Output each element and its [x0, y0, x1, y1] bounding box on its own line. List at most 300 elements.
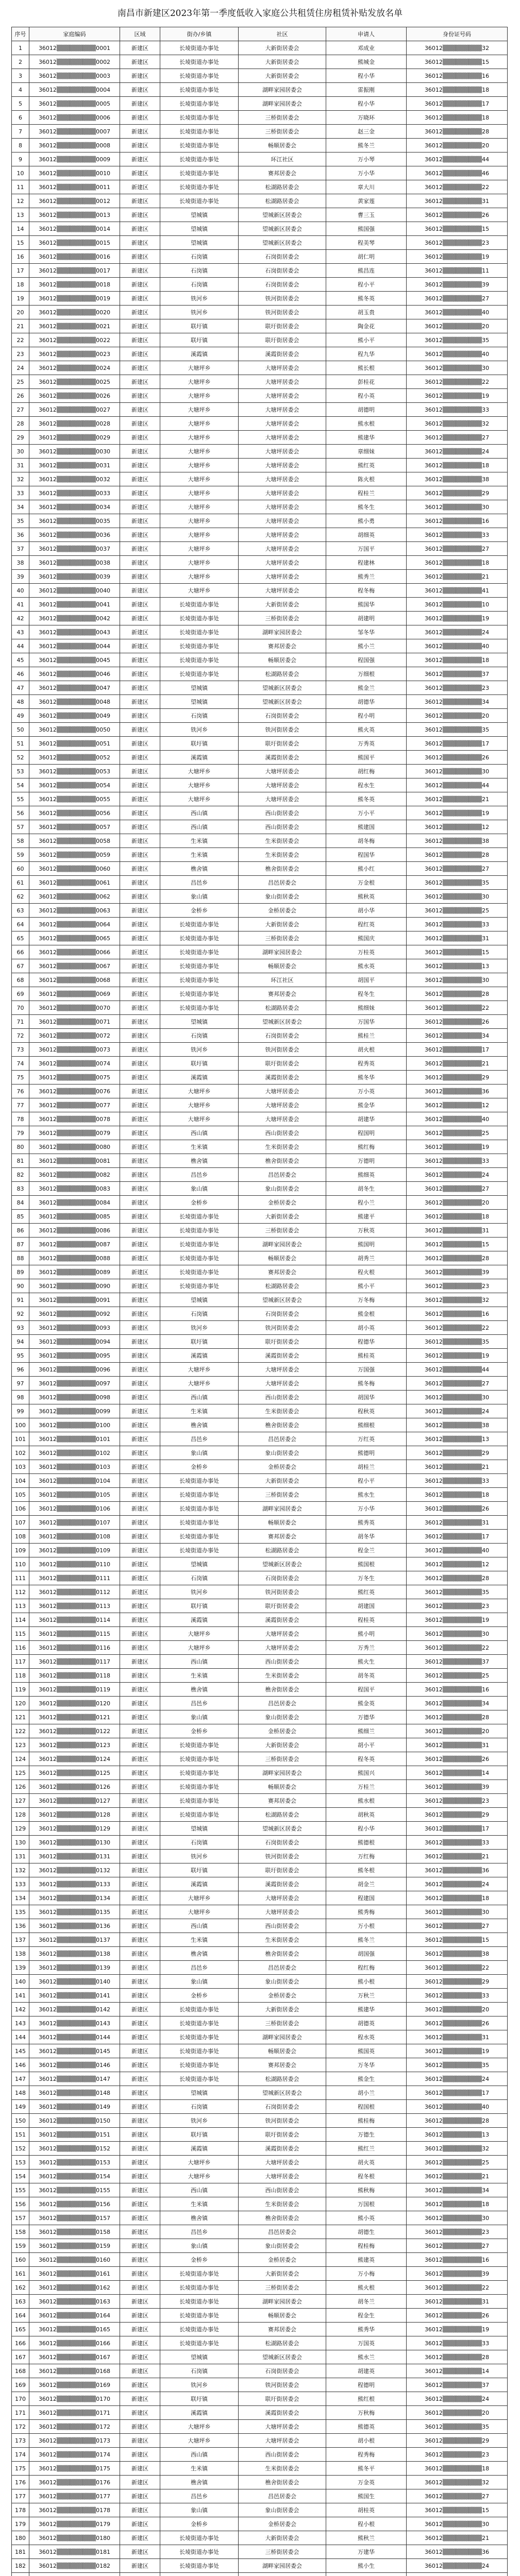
table-row	[12, 2281, 508, 2295]
cell-district: 新建区	[120, 598, 160, 612]
cell-district: 新建区	[120, 653, 160, 667]
cell-index: 178	[12, 2503, 29, 2517]
cell-town: 联圩镇	[160, 319, 239, 333]
cell-community: 昌邑居委会	[239, 2489, 326, 2503]
table-row	[12, 1877, 508, 1891]
cell-district: 新建区	[120, 959, 160, 973]
cell-community: 石岗街居委会	[239, 709, 326, 723]
cell-applicant: 程国平	[326, 1683, 407, 1697]
cell-id-number: 36012▒▒▒▒▒▒▒▒▒32	[407, 2142, 508, 2156]
cell-town: 金桥乡	[160, 1989, 239, 2003]
cell-town: 生米镇	[160, 2462, 239, 2476]
cell-family-code: 36012▒▒▒▒▒▒▒▒▒0021	[29, 319, 120, 333]
cell-district: 新建区	[120, 1683, 160, 1697]
table-row	[12, 2016, 508, 2030]
cell-community: 樵舍街居委会	[239, 862, 326, 876]
cell-id-number: 36012▒▒▒▒▒▒▒▒▒28	[407, 2114, 508, 2128]
cell-index: 147	[12, 2072, 29, 2086]
cell-community: 西山街居委会	[239, 1391, 326, 1404]
cell-town: 象山镇	[160, 1975, 239, 1989]
table-row	[12, 653, 508, 667]
cell-applicant: 熊金华	[326, 1098, 407, 1112]
cell-applicant: 熊小根	[326, 1975, 407, 1989]
cell-applicant: 熊小勇	[326, 514, 407, 528]
cell-town: 长堎街道办事处	[160, 2003, 239, 2016]
cell-family-code: 36012▒▒▒▒▒▒▒▒▒0060	[29, 862, 120, 876]
cell-town: 长堎街道办事处	[160, 194, 239, 208]
table-row	[12, 1196, 508, 1210]
table-row	[12, 1349, 508, 1363]
cell-district: 新建区	[120, 2239, 160, 2253]
cell-district: 新建区	[120, 792, 160, 806]
cell-family-code: 36012▒▒▒▒▒▒▒▒▒0176	[29, 2476, 120, 2489]
cell-applicant: 熊秋梅	[326, 2183, 407, 2197]
cell-family-code: 36012▒▒▒▒▒▒▒▒▒0107	[29, 1516, 120, 1530]
cell-family-code: 36012▒▒▒▒▒▒▒▒▒0131	[29, 1850, 120, 1863]
cell-community: 联圩街居委会	[239, 2128, 326, 2142]
cell-applicant: 熊国明	[326, 1238, 407, 1251]
cell-community: 象山街居委会	[239, 1710, 326, 1724]
cell-id-number: 36012▒▒▒▒▒▒▒▒▒20	[407, 2406, 508, 2420]
cell-town: 溪霞镇	[160, 1877, 239, 1891]
cell-district: 新建区	[120, 834, 160, 848]
cell-district: 新建区	[120, 1947, 160, 1961]
cell-applicant: 万红梅	[326, 1850, 407, 1863]
table-row	[12, 862, 508, 876]
table-row	[12, 612, 508, 625]
table-row	[12, 389, 508, 403]
cell-applicant: 程小兰	[326, 1196, 407, 1210]
cell-district: 新建区	[120, 778, 160, 792]
cell-id-number: 36012▒▒▒▒▒▒▒▒▒33	[407, 1836, 508, 1850]
cell-applicant: 熊长根	[326, 361, 407, 375]
cell-family-code: 36012▒▒▒▒▒▒▒▒▒0041	[29, 598, 120, 612]
cell-id-number: 36012▒▒▒▒▒▒▒▒▒18	[407, 2197, 508, 2211]
cell-index: 81	[12, 1154, 29, 1168]
cell-community: 湖畔家园居委会	[239, 1766, 326, 1780]
cell-community: 大塘坪居委会	[239, 528, 326, 542]
cell-id-number: 36012▒▒▒▒▒▒▒▒▒17	[407, 97, 508, 111]
cell-community: 石岗街居委会	[239, 278, 326, 292]
cell-family-code: 36012▒▒▒▒▒▒▒▒▒0044	[29, 639, 120, 653]
table-row	[12, 431, 508, 445]
cell-index: 22	[12, 333, 29, 347]
cell-district: 新建区	[120, 625, 160, 639]
cell-town: 大塘坪乡	[160, 1112, 239, 1126]
cell-town: 长堎街道办事处	[160, 1530, 239, 1544]
cell-town: 生米镇	[160, 1669, 239, 1683]
cell-id-number: 36012▒▒▒▒▒▒▒▒▒29	[407, 2434, 508, 2448]
cell-family-code: 36012▒▒▒▒▒▒▒▒▒0103	[29, 1460, 120, 1474]
cell-id-number: 36012▒▒▒▒▒▒▒▒▒21	[407, 1460, 508, 1474]
cell-family-code: 36012▒▒▒▒▒▒▒▒▒0128	[29, 1808, 120, 1822]
cell-id-number: 36012▒▒▒▒▒▒▒▒▒33	[407, 1474, 508, 1488]
table-row	[12, 486, 508, 500]
cell-applicant: 熊秀梅	[326, 1905, 407, 1919]
cell-community: 大塘坪居委会	[239, 570, 326, 584]
cell-id-number: 36012▒▒▒▒▒▒▒▒▒19	[407, 1349, 508, 1363]
cell-index: 180	[12, 2531, 29, 2545]
cell-community: 联圩街居委会	[239, 1335, 326, 1349]
header-index: 序号	[12, 27, 29, 41]
cell-town: 联圩镇	[160, 737, 239, 751]
cell-id-number: 36012▒▒▒▒▒▒▒▒▒38	[407, 834, 508, 848]
cell-id-number: 36012▒▒▒▒▒▒▒▒▒18	[407, 83, 508, 97]
cell-town: 铁河乡	[160, 2378, 239, 2392]
cell-id-number: 36012▒▒▒▒▒▒▒▒▒35	[407, 876, 508, 890]
cell-id-number: 36012▒▒▒▒▒▒▒▒▒25	[407, 1669, 508, 1683]
cell-district: 新建区	[120, 848, 160, 862]
cell-family-code: 36012▒▒▒▒▒▒▒▒▒0016	[29, 250, 120, 264]
cell-district: 新建区	[120, 55, 160, 69]
cell-index: 8	[12, 139, 29, 152]
table-row	[12, 2058, 508, 2072]
cell-district	[120, 2573, 160, 2576]
cell-family-code: 36012▒▒▒▒▒▒▒▒▒0149	[29, 2100, 120, 2114]
cell-applicant: 程水英	[326, 2030, 407, 2044]
cell-family-code: 36012▒▒▒▒▒▒▒▒▒0089	[29, 1265, 120, 1279]
cell-id-number: 36012▒▒▒▒▒▒▒▒▒29	[407, 1446, 508, 1460]
cell-district: 新建区	[120, 1766, 160, 1780]
cell-index: 119	[12, 1683, 29, 1697]
cell-family-code: 36012▒▒▒▒▒▒▒▒▒0123	[29, 1738, 120, 1752]
cell-town: 大塘坪乡	[160, 486, 239, 500]
cell-community: 松湖路居委会	[239, 1808, 326, 1822]
table-row	[12, 222, 508, 236]
table-row	[12, 2100, 508, 2114]
cell-id-number	[407, 2573, 508, 2576]
cell-applicant: 熊小生	[326, 2559, 407, 2573]
cell-community: 生米街居委会	[239, 848, 326, 862]
cell-index: 110	[12, 1557, 29, 1571]
cell-community: 望城新区居委会	[239, 208, 326, 222]
cell-family-code: 36012▒▒▒▒▒▒▒▒▒0115	[29, 1627, 120, 1641]
cell-town: 长堎街道办事处	[160, 598, 239, 612]
cell-index: 47	[12, 681, 29, 695]
cell-district: 新建区	[120, 1265, 160, 1279]
cell-district: 新建区	[120, 2476, 160, 2489]
cell-index: 113	[12, 1599, 29, 1613]
cell-town: 长堎街道办事处	[160, 1251, 239, 1265]
cell-applicant: 熊桂兰	[326, 1029, 407, 1043]
cell-id-number: 36012▒▒▒▒▒▒▒▒▒30	[407, 1627, 508, 1641]
cell-town: 西山镇	[160, 1655, 239, 1669]
table-row	[12, 2336, 508, 2350]
cell-town: 生米镇	[160, 1140, 239, 1154]
cell-community: 望城新区居委会	[239, 1557, 326, 1571]
cell-family-code: 36012▒▒▒▒▒▒▒▒▒0175	[29, 2462, 120, 2476]
cell-community: 大塘坪居委会	[239, 1084, 326, 1098]
cell-index: 43	[12, 625, 29, 639]
cell-index: 150	[12, 2114, 29, 2128]
table-row	[12, 500, 508, 514]
cell-district: 新建区	[120, 1084, 160, 1098]
cell-index: 7	[12, 125, 29, 139]
cell-town: 象山镇	[160, 890, 239, 904]
table-row	[12, 987, 508, 1001]
cell-index: 65	[12, 931, 29, 945]
cell-district: 新建区	[120, 1794, 160, 1808]
cell-community: 畅顺居委会	[239, 139, 326, 152]
cell-district: 新建区	[120, 180, 160, 194]
cell-town: 大塘坪乡	[160, 556, 239, 570]
cell-index: 145	[12, 2044, 29, 2058]
cell-id-number: 36012▒▒▒▒▒▒▒▒▒15	[407, 945, 508, 959]
cell-applicant: 万建华	[326, 2545, 407, 2559]
table-row	[12, 2239, 508, 2253]
table-row	[12, 806, 508, 820]
cell-applicant: 熊水根	[326, 1794, 407, 1808]
cell-district: 新建区	[120, 2364, 160, 2378]
cell-community: 三桥街居委会	[239, 111, 326, 125]
cell-applicant: 熊秀英	[326, 1516, 407, 1530]
table-row	[12, 542, 508, 556]
cell-community: 大塘坪居委会	[239, 417, 326, 431]
cell-town: 长堎街道办事处	[160, 612, 239, 625]
table-row	[12, 1989, 508, 2003]
table-row	[12, 2072, 508, 2086]
cell-family-code: 36012▒▒▒▒▒▒▒▒▒0101	[29, 1432, 120, 1446]
cell-town: 象山镇	[160, 2239, 239, 2253]
cell-district: 新建区	[120, 2462, 160, 2476]
cell-town: 西山镇	[160, 820, 239, 834]
cell-id-number: 36012▒▒▒▒▒▒▒▒▒40	[407, 1112, 508, 1126]
cell-index: 63	[12, 904, 29, 918]
cell-family-code: 36012▒▒▒▒▒▒▒▒▒0159	[29, 2239, 120, 2253]
cell-family-code: 36012▒▒▒▒▒▒▒▒▒0102	[29, 1446, 120, 1460]
cell-community: 望城新区居委会	[239, 222, 326, 236]
table-row	[12, 125, 508, 139]
cell-applicant: 胡红梅	[326, 765, 407, 778]
cell-district: 新建区	[120, 347, 160, 361]
cell-district: 新建区	[120, 945, 160, 959]
cell-id-number: 36012▒▒▒▒▒▒▒▒▒16	[407, 69, 508, 83]
cell-family-code: 36012▒▒▒▒▒▒▒▒▒0022	[29, 333, 120, 347]
cell-community: 象山街居委会	[239, 1975, 326, 1989]
cell-district: 新建区	[120, 1251, 160, 1265]
cell-community: 大新街居委会	[239, 41, 326, 55]
cell-town: 联圩镇	[160, 1863, 239, 1877]
cell-applicant: 胡冬兰	[326, 2295, 407, 2309]
cell-index: 32	[12, 472, 29, 486]
cell-applicant: 程国华	[326, 848, 407, 862]
cell-family-code: 36012▒▒▒▒▒▒▒▒▒0065	[29, 931, 120, 945]
cell-id-number: 36012▒▒▒▒▒▒▒▒▒22	[407, 180, 508, 194]
cell-id-number: 36012▒▒▒▒▒▒▒▒▒36	[407, 1084, 508, 1098]
cell-community: 大塘坪居委会	[239, 542, 326, 556]
cell-applicant: 胡国平	[326, 973, 407, 987]
cell-town: 长堎街道办事处	[160, 1001, 239, 1015]
cell-family-code: 36012▒▒▒▒▒▒▒▒▒0066	[29, 945, 120, 959]
cell-family-code: 36012▒▒▒▒▒▒▒▒▒0026	[29, 389, 120, 403]
cell-applicant: 熊国英	[326, 2044, 407, 2058]
cell-id-number: 36012▒▒▒▒▒▒▒▒▒16	[407, 1307, 508, 1321]
cell-family-code: 36012▒▒▒▒▒▒▒▒▒0014	[29, 222, 120, 236]
cell-index: 116	[12, 1641, 29, 1655]
cell-community: 大塘坪居委会	[239, 1098, 326, 1112]
cell-community: 畅顺居委会	[239, 1251, 326, 1265]
cell-community: 象山街居委会	[239, 1446, 326, 1460]
cell-town: 大塘坪乡	[160, 472, 239, 486]
cell-town: 石岗镇	[160, 1571, 239, 1585]
cell-applicant: 胡德明	[326, 403, 407, 417]
table-row	[12, 1279, 508, 1293]
cell-index: 159	[12, 2239, 29, 2253]
cell-family-code: 36012▒▒▒▒▒▒▒▒▒0059	[29, 848, 120, 862]
cell-town: 望城镇	[160, 2350, 239, 2364]
cell-index: 87	[12, 1238, 29, 1251]
table-row	[12, 278, 508, 292]
cell-town: 望城镇	[160, 208, 239, 222]
cell-community: 联圩街居委会	[239, 319, 326, 333]
cell-applicant: 胡建国	[326, 1599, 407, 1613]
cell-index: 165	[12, 2323, 29, 2336]
cell-index: 72	[12, 1029, 29, 1043]
cell-community: 大塘坪居委会	[239, 1112, 326, 1126]
cell-applicant: 曹三玉	[326, 208, 407, 222]
cell-district: 新建区	[120, 1724, 160, 1738]
cell-family-code: 36012▒▒▒▒▒▒▒▒▒0004	[29, 83, 120, 97]
cell-town: 昌邑乡	[160, 2225, 239, 2239]
cell-id-number: 36012▒▒▒▒▒▒▒▒▒32	[407, 417, 508, 431]
cell-applicant: 熊火生	[326, 1655, 407, 1669]
cell-applicant: 熊冬梅	[326, 1377, 407, 1391]
cell-index: 148	[12, 2086, 29, 2100]
cell-community: 生米街居委会	[239, 1933, 326, 1947]
cell-family-code: 36012▒▒▒▒▒▒▒▒▒0068	[29, 973, 120, 987]
cell-id-number: 36012▒▒▒▒▒▒▒▒▒19	[407, 250, 508, 264]
table-row	[12, 1655, 508, 1669]
cell-family-code: 36012▒▒▒▒▒▒▒▒▒0111	[29, 1571, 120, 1585]
cell-id-number: 36012▒▒▒▒▒▒▒▒▒24	[407, 1877, 508, 1891]
cell-community: 大塘坪居委会	[239, 403, 326, 417]
cell-community: 樵舍街居委会	[239, 1683, 326, 1697]
cell-town: 长堎街道办事处	[160, 2545, 239, 2559]
cell-index: 149	[12, 2100, 29, 2114]
table-row	[12, 306, 508, 319]
cell-town: 长堎街道办事处	[160, 111, 239, 125]
cell-community: 大塘坪居委会	[239, 1377, 326, 1391]
cell-index: 21	[12, 319, 29, 333]
cell-index: 2	[12, 55, 29, 69]
table-row	[12, 166, 508, 180]
cell-town: 大塘坪乡	[160, 361, 239, 375]
cell-family-code: 36012▒▒▒▒▒▒▒▒▒0073	[29, 1043, 120, 1057]
cell-family-code: 36012▒▒▒▒▒▒▒▒▒0150	[29, 2114, 120, 2128]
cell-community: 石岗街居委会	[239, 250, 326, 264]
cell-district: 新建区	[120, 556, 160, 570]
cell-index: 31	[12, 459, 29, 472]
table-row	[12, 1780, 508, 1794]
cell-family-code: 36012▒▒▒▒▒▒▒▒▒0144	[29, 2030, 120, 2044]
cell-index: 74	[12, 1057, 29, 1071]
cell-index: 75	[12, 1071, 29, 1084]
table-row	[12, 904, 508, 918]
cell-id-number: 36012▒▒▒▒▒▒▒▒▒40	[407, 1544, 508, 1557]
cell-town: 长堎街道办事处	[160, 2044, 239, 2058]
cell-community: 樵舍街居委会	[239, 2211, 326, 2225]
cell-district: 新建区	[120, 1905, 160, 1919]
cell-community: 溪霞街居委会	[239, 751, 326, 765]
cell-town: 西山镇	[160, 1391, 239, 1404]
cell-id-number: 36012▒▒▒▒▒▒▒▒▒37	[407, 1655, 508, 1669]
cell-applicant: 胡德华	[326, 695, 407, 709]
cell-town: 长堎街道办事处	[160, 653, 239, 667]
cell-index: 171	[12, 2406, 29, 2420]
cell-id-number: 36012▒▒▒▒▒▒▒▒▒30	[407, 890, 508, 904]
table-row	[12, 1043, 508, 1057]
cell-applicant: 胡国华	[326, 1391, 407, 1404]
cell-index: 126	[12, 1780, 29, 1794]
cell-town: 长堎街道办事处	[160, 1474, 239, 1488]
cell-town: 铁河乡	[160, 2114, 239, 2128]
cell-community: 溪霞街居委会	[239, 1071, 326, 1084]
cell-family-code: 36012▒▒▒▒▒▒▒▒▒0010	[29, 166, 120, 180]
cell-community: 铁河街居委会	[239, 1043, 326, 1057]
cell-district: 新建区	[120, 97, 160, 111]
cell-district: 新建区	[120, 667, 160, 681]
cell-applicant: 胡冬华	[326, 1530, 407, 1544]
cell-index: 135	[12, 1905, 29, 1919]
cell-town: 望城镇	[160, 695, 239, 709]
cell-index: 132	[12, 1863, 29, 1877]
cell-id-number: 36012▒▒▒▒▒▒▒▒▒33	[407, 1989, 508, 2003]
table-row	[12, 695, 508, 709]
table-row	[12, 1182, 508, 1196]
cell-id-number: 36012▒▒▒▒▒▒▒▒▒24	[407, 1168, 508, 1182]
table-row	[12, 2531, 508, 2545]
cell-district: 新建区	[120, 1599, 160, 1613]
header-family-code: 家庭编码	[29, 27, 120, 41]
cell-community: 望城新区居委会	[239, 1293, 326, 1307]
cell-index: 89	[12, 1265, 29, 1279]
cell-town: 溪霞镇	[160, 347, 239, 361]
cell-id-number: 36012▒▒▒▒▒▒▒▒▒15	[407, 2503, 508, 2517]
cell-district: 新建区	[120, 2142, 160, 2156]
table-row	[12, 403, 508, 417]
cell-family-code: 36012▒▒▒▒▒▒▒▒▒0164	[29, 2309, 120, 2323]
cell-id-number: 36012▒▒▒▒▒▒▒▒▒30	[407, 361, 508, 375]
cell-applicant: 胡德英	[326, 2016, 407, 2030]
cell-town: 长堎街道办事处	[160, 1502, 239, 1516]
cell-district: 新建区	[120, 2016, 160, 2030]
cell-id-number: 36012▒▒▒▒▒▒▒▒▒23	[407, 2448, 508, 2462]
cell-index: 34	[12, 500, 29, 514]
cell-district: 新建区	[120, 1933, 160, 1947]
cell-index: 176	[12, 2476, 29, 2489]
table-row	[12, 2448, 508, 2462]
cell-id-number: 36012▒▒▒▒▒▒▒▒▒33	[407, 2336, 508, 2350]
cell-applicant: 熊秋兰	[326, 2531, 407, 2545]
cell-index: 24	[12, 361, 29, 375]
cell-applicant: 程冬根	[326, 2170, 407, 2183]
cell-id-number: 36012▒▒▒▒▒▒▒▒▒27	[407, 1182, 508, 1196]
table-row	[12, 1446, 508, 1460]
cell-applicant: 熊建华	[326, 2003, 407, 2016]
cell-index: 130	[12, 1836, 29, 1850]
cell-index: 66	[12, 945, 29, 959]
cell-id-number: 36012▒▒▒▒▒▒▒▒▒18	[407, 2462, 508, 2476]
table-row	[12, 2211, 508, 2225]
table-row	[12, 1863, 508, 1877]
table-row	[12, 180, 508, 194]
cell-family-code: 36012▒▒▒▒▒▒▒▒▒0153	[29, 2156, 120, 2170]
cell-index: 151	[12, 2128, 29, 2142]
cell-district: 新建区	[120, 1738, 160, 1752]
cell-applicant: 万桂英	[326, 945, 407, 959]
cell-district: 新建区	[120, 2336, 160, 2350]
table-row	[12, 1071, 508, 1084]
